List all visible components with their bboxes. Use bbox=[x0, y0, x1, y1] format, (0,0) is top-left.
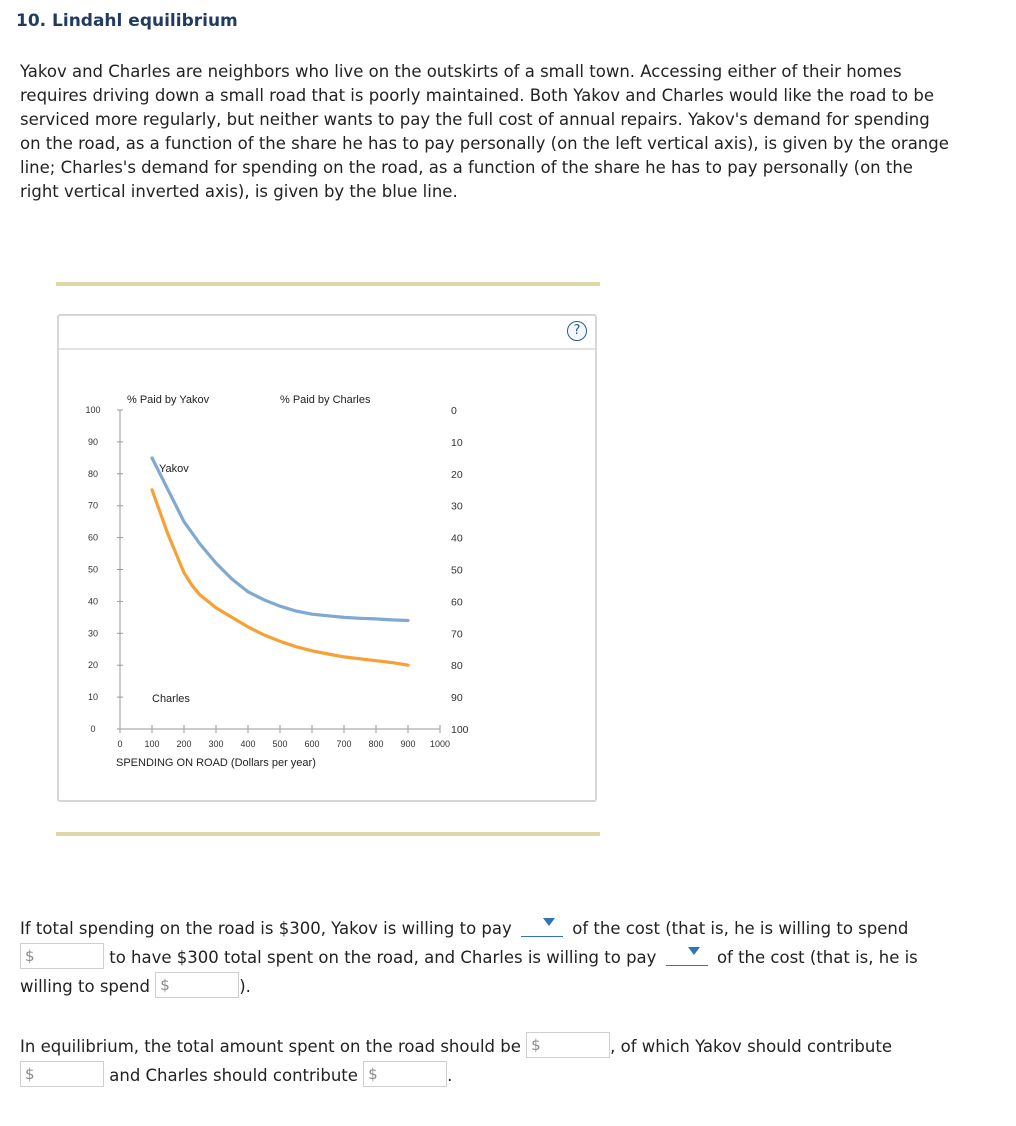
charles-contribution-field bbox=[363, 1061, 447, 1087]
left-axis-title: % Paid by Yakov bbox=[127, 394, 210, 406]
yakov-spend-field bbox=[20, 943, 104, 969]
dropdown-arrow-icon bbox=[543, 918, 555, 926]
charles-share-dropdown[interactable] bbox=[666, 943, 708, 966]
q1-text-4: of the cost (that is, he is willing to spend bbox=[20, 948, 918, 996]
right-tick-label: 100 bbox=[451, 724, 469, 736]
yakov-spend-input[interactable] bbox=[37, 945, 101, 967]
intro-paragraph: Yakov and Charles are neighbors who live on the outskirts of a small town. Accessing either of their homes requires driving down a small road that is poorly maintained. Both Yakov and Charles would like the road to be serviced more regularly, but neither wants to pay the full cost of annual repairs. Yakov's demand for spending on the road, as a function of the share he has to pay personally (on the left vertical axis), is given by the orange line; Charles's demand for spending on the road, as a function of the share he has to pay personally (on the right vertical inverted axis), is given by the blue line. bbox=[20, 62, 949, 201]
dropdown-arrow-icon bbox=[688, 947, 700, 955]
left-tick-label: 10 bbox=[87, 692, 99, 703]
x-tick-label: 800 bbox=[368, 739, 384, 749]
q1-text-2: of the cost (that is, he is willing to spend bbox=[572, 919, 909, 938]
q1-text-5: ). bbox=[239, 977, 251, 996]
left-tick-label: 30 bbox=[87, 628, 99, 639]
left-tick-label: 50 bbox=[87, 564, 99, 575]
x-tick-label: 900 bbox=[400, 739, 416, 749]
series-line-charles bbox=[152, 458, 408, 621]
dollar-icon: $ bbox=[531, 1036, 541, 1054]
right-tick-label: 30 bbox=[451, 500, 463, 513]
x-axis-title: SPENDING ON ROAD (Dollars per year) bbox=[116, 757, 316, 769]
q1-text-3: to have $300 total spent on the road, and Charles is willing to pay bbox=[109, 948, 657, 967]
dollar-icon: $ bbox=[160, 976, 170, 994]
right-axis-title: % Paid by Charles bbox=[280, 394, 371, 406]
x-tick-label: 1000 bbox=[429, 739, 451, 749]
right-tick-label: 0 bbox=[451, 405, 457, 417]
x-tick-label: 0 bbox=[117, 739, 123, 749]
left-tick-label: 100 bbox=[85, 405, 101, 415]
series-label-charles: Charles bbox=[152, 693, 190, 705]
dollar-icon: $ bbox=[25, 1065, 35, 1083]
left-tick-label: 40 bbox=[87, 596, 99, 607]
total-spend-field bbox=[526, 1032, 610, 1058]
right-tick-label: 20 bbox=[451, 468, 463, 481]
left-tick-label: 90 bbox=[87, 436, 99, 447]
dollar-icon: $ bbox=[25, 947, 35, 965]
right-tick-label: 50 bbox=[451, 564, 463, 577]
total-spend-input[interactable] bbox=[543, 1034, 607, 1056]
left-tick-label: 80 bbox=[87, 468, 99, 479]
q1-text-1: If total spending on the road is $300, Yakov is willing to pay bbox=[20, 919, 512, 938]
left-tick-label: 60 bbox=[87, 532, 99, 543]
right-tick-label: 40 bbox=[451, 532, 463, 545]
question-2 bbox=[20, 1032, 920, 1090]
top-divider bbox=[56, 282, 600, 286]
q2-text-3: and Charles should contribute bbox=[109, 1066, 358, 1085]
question-title: 10. Lindahl equilibrium bbox=[16, 11, 238, 31]
x-tick-label: 100 bbox=[144, 739, 160, 749]
right-tick-label: 90 bbox=[451, 692, 463, 705]
left-tick-label: 20 bbox=[87, 660, 99, 671]
q2-text-1: In equilibrium, the total amount spent on the road should be bbox=[20, 1037, 521, 1056]
left-tick-label: 70 bbox=[87, 500, 99, 511]
right-tick-label: 70 bbox=[451, 628, 463, 641]
charles-contribution-input[interactable] bbox=[380, 1063, 444, 1085]
x-tick-label: 600 bbox=[304, 739, 320, 749]
graph-panel bbox=[57, 314, 597, 802]
x-tick-label: 500 bbox=[272, 739, 288, 749]
x-tick-label: 200 bbox=[176, 739, 192, 749]
dollar-icon: $ bbox=[368, 1065, 378, 1083]
yakov-share-dropdown[interactable] bbox=[521, 914, 563, 937]
help-icon[interactable]: ? bbox=[567, 321, 587, 341]
right-tick-label: 80 bbox=[451, 660, 463, 673]
x-tick-label: 400 bbox=[240, 739, 256, 749]
right-tick-label: 10 bbox=[451, 436, 463, 449]
q2-text-4: . bbox=[447, 1066, 453, 1085]
charles-spend-input[interactable] bbox=[172, 974, 236, 996]
yakov-contribution-field bbox=[20, 1061, 104, 1087]
q2-text-2: , of which Yakov should contribute bbox=[610, 1037, 892, 1056]
right-tick-label: 60 bbox=[451, 596, 463, 609]
charles-spend-field bbox=[155, 972, 239, 998]
series-label-yakov: Yakov bbox=[159, 463, 189, 475]
x-tick-label: 300 bbox=[208, 739, 224, 749]
yakov-contribution-input[interactable] bbox=[37, 1063, 101, 1085]
bottom-divider bbox=[56, 832, 600, 836]
series-line-yakov bbox=[152, 490, 408, 665]
lindahl-chart bbox=[59, 316, 595, 800]
left-tick-label: 0 bbox=[90, 724, 96, 734]
x-tick-label: 700 bbox=[336, 739, 352, 749]
question-1 bbox=[20, 914, 920, 1001]
